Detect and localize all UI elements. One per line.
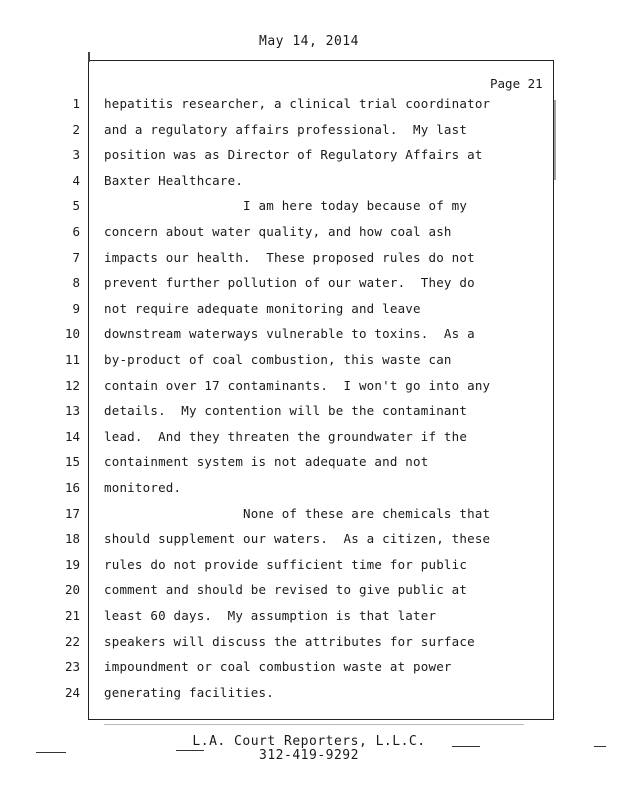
transcript-line-text: I am here today because of my	[104, 198, 468, 214]
transcript-line-text: hepatitis researcher, a clinical trial coordinator	[104, 96, 491, 111]
scan-mark-center-right	[452, 746, 480, 747]
footer-reporter: L.A. Court Reporters, L.L.C.	[192, 734, 426, 749]
scan-mark-right	[594, 746, 606, 747]
line-number: 5	[72, 198, 80, 214]
transcript-line-text: least 60 days. My assumption is that later	[104, 608, 437, 623]
line-number: 12	[64, 377, 80, 393]
line-number: 18	[64, 531, 80, 547]
line-number: 4	[72, 172, 80, 188]
line-number: 22	[64, 633, 80, 649]
line-number: 17	[64, 505, 80, 521]
line-number: 10	[64, 326, 80, 342]
line-number: 6	[72, 224, 80, 239]
line-number: 16	[64, 480, 80, 495]
margin-tick-top	[88, 52, 90, 62]
line-number: 15	[64, 454, 80, 470]
transcript-line-text: concern about water quality, and how coal ash	[104, 224, 452, 239]
line-number: 14	[64, 428, 80, 444]
transcript-line-text: impoundment or coal combustion waste at power	[104, 659, 452, 675]
transcript-line-text: monitored.	[104, 480, 182, 495]
page-number: Page 21	[490, 76, 543, 91]
line-number: 1	[72, 96, 80, 111]
footer-phone: 312-419-9292	[259, 748, 359, 763]
line-number: 24	[64, 684, 80, 700]
transcript-line-text: rules do not provide sufficient time for public	[104, 556, 468, 572]
transcript-line-text: Baxter Healthcare.	[104, 172, 244, 188]
transcript-line-text: not require adequate monitoring and leave	[104, 300, 421, 316]
transcript-line-text: generating facilities.	[104, 684, 274, 700]
scan-mark-left	[36, 752, 66, 753]
line-number: 19	[64, 556, 80, 572]
transcript-line-text: containment system is not adequate and not	[104, 454, 429, 470]
header-date: May 14, 2014	[259, 34, 359, 49]
line-number: 21	[64, 608, 80, 623]
transcript-line-text: speakers will discuss the attributes for surface	[104, 633, 475, 649]
line-number: 23	[64, 659, 80, 675]
line-number: 8	[72, 275, 80, 291]
scan-mark-center-left	[176, 750, 204, 751]
transcript-line-text: prevent further pollution of our water. They do	[104, 275, 475, 291]
line-number: 13	[64, 403, 80, 419]
transcript-line-text: by-product of coal combustion, this waste can	[104, 352, 452, 367]
transcript-line-text: details. My contention will be the contaminant	[104, 403, 468, 419]
scan-mark-bottom-rule	[104, 724, 524, 725]
transcript-line-text: and a regulatory affairs professional. My last	[104, 121, 468, 137]
transcript-line-text: position was as Director of Regulatory Affairs at	[104, 147, 483, 163]
line-number: 2	[72, 121, 80, 137]
transcript-line-text: lead. And they threaten the groundwater if the	[104, 428, 468, 444]
transcript-line-text: downstream waterways vulnerable to toxins. As a	[104, 326, 475, 342]
transcript-line-text: should supplement our waters. As a citizen, these	[104, 531, 491, 547]
line-number: 9	[72, 300, 80, 316]
line-number: 7	[72, 249, 80, 265]
transcript-line-text: impacts our health. These proposed rules do not	[104, 249, 475, 265]
transcript-line-text: comment and should be revised to give public at	[104, 582, 468, 598]
line-number: 11	[64, 352, 80, 367]
margin-tick-right	[554, 100, 556, 180]
transcript-line-text: None of these are chemicals that	[104, 505, 491, 521]
transcript-line-text: contain over 17 contaminants. I won't go into any	[104, 377, 491, 393]
line-number: 3	[72, 147, 80, 163]
line-number: 20	[64, 582, 80, 598]
